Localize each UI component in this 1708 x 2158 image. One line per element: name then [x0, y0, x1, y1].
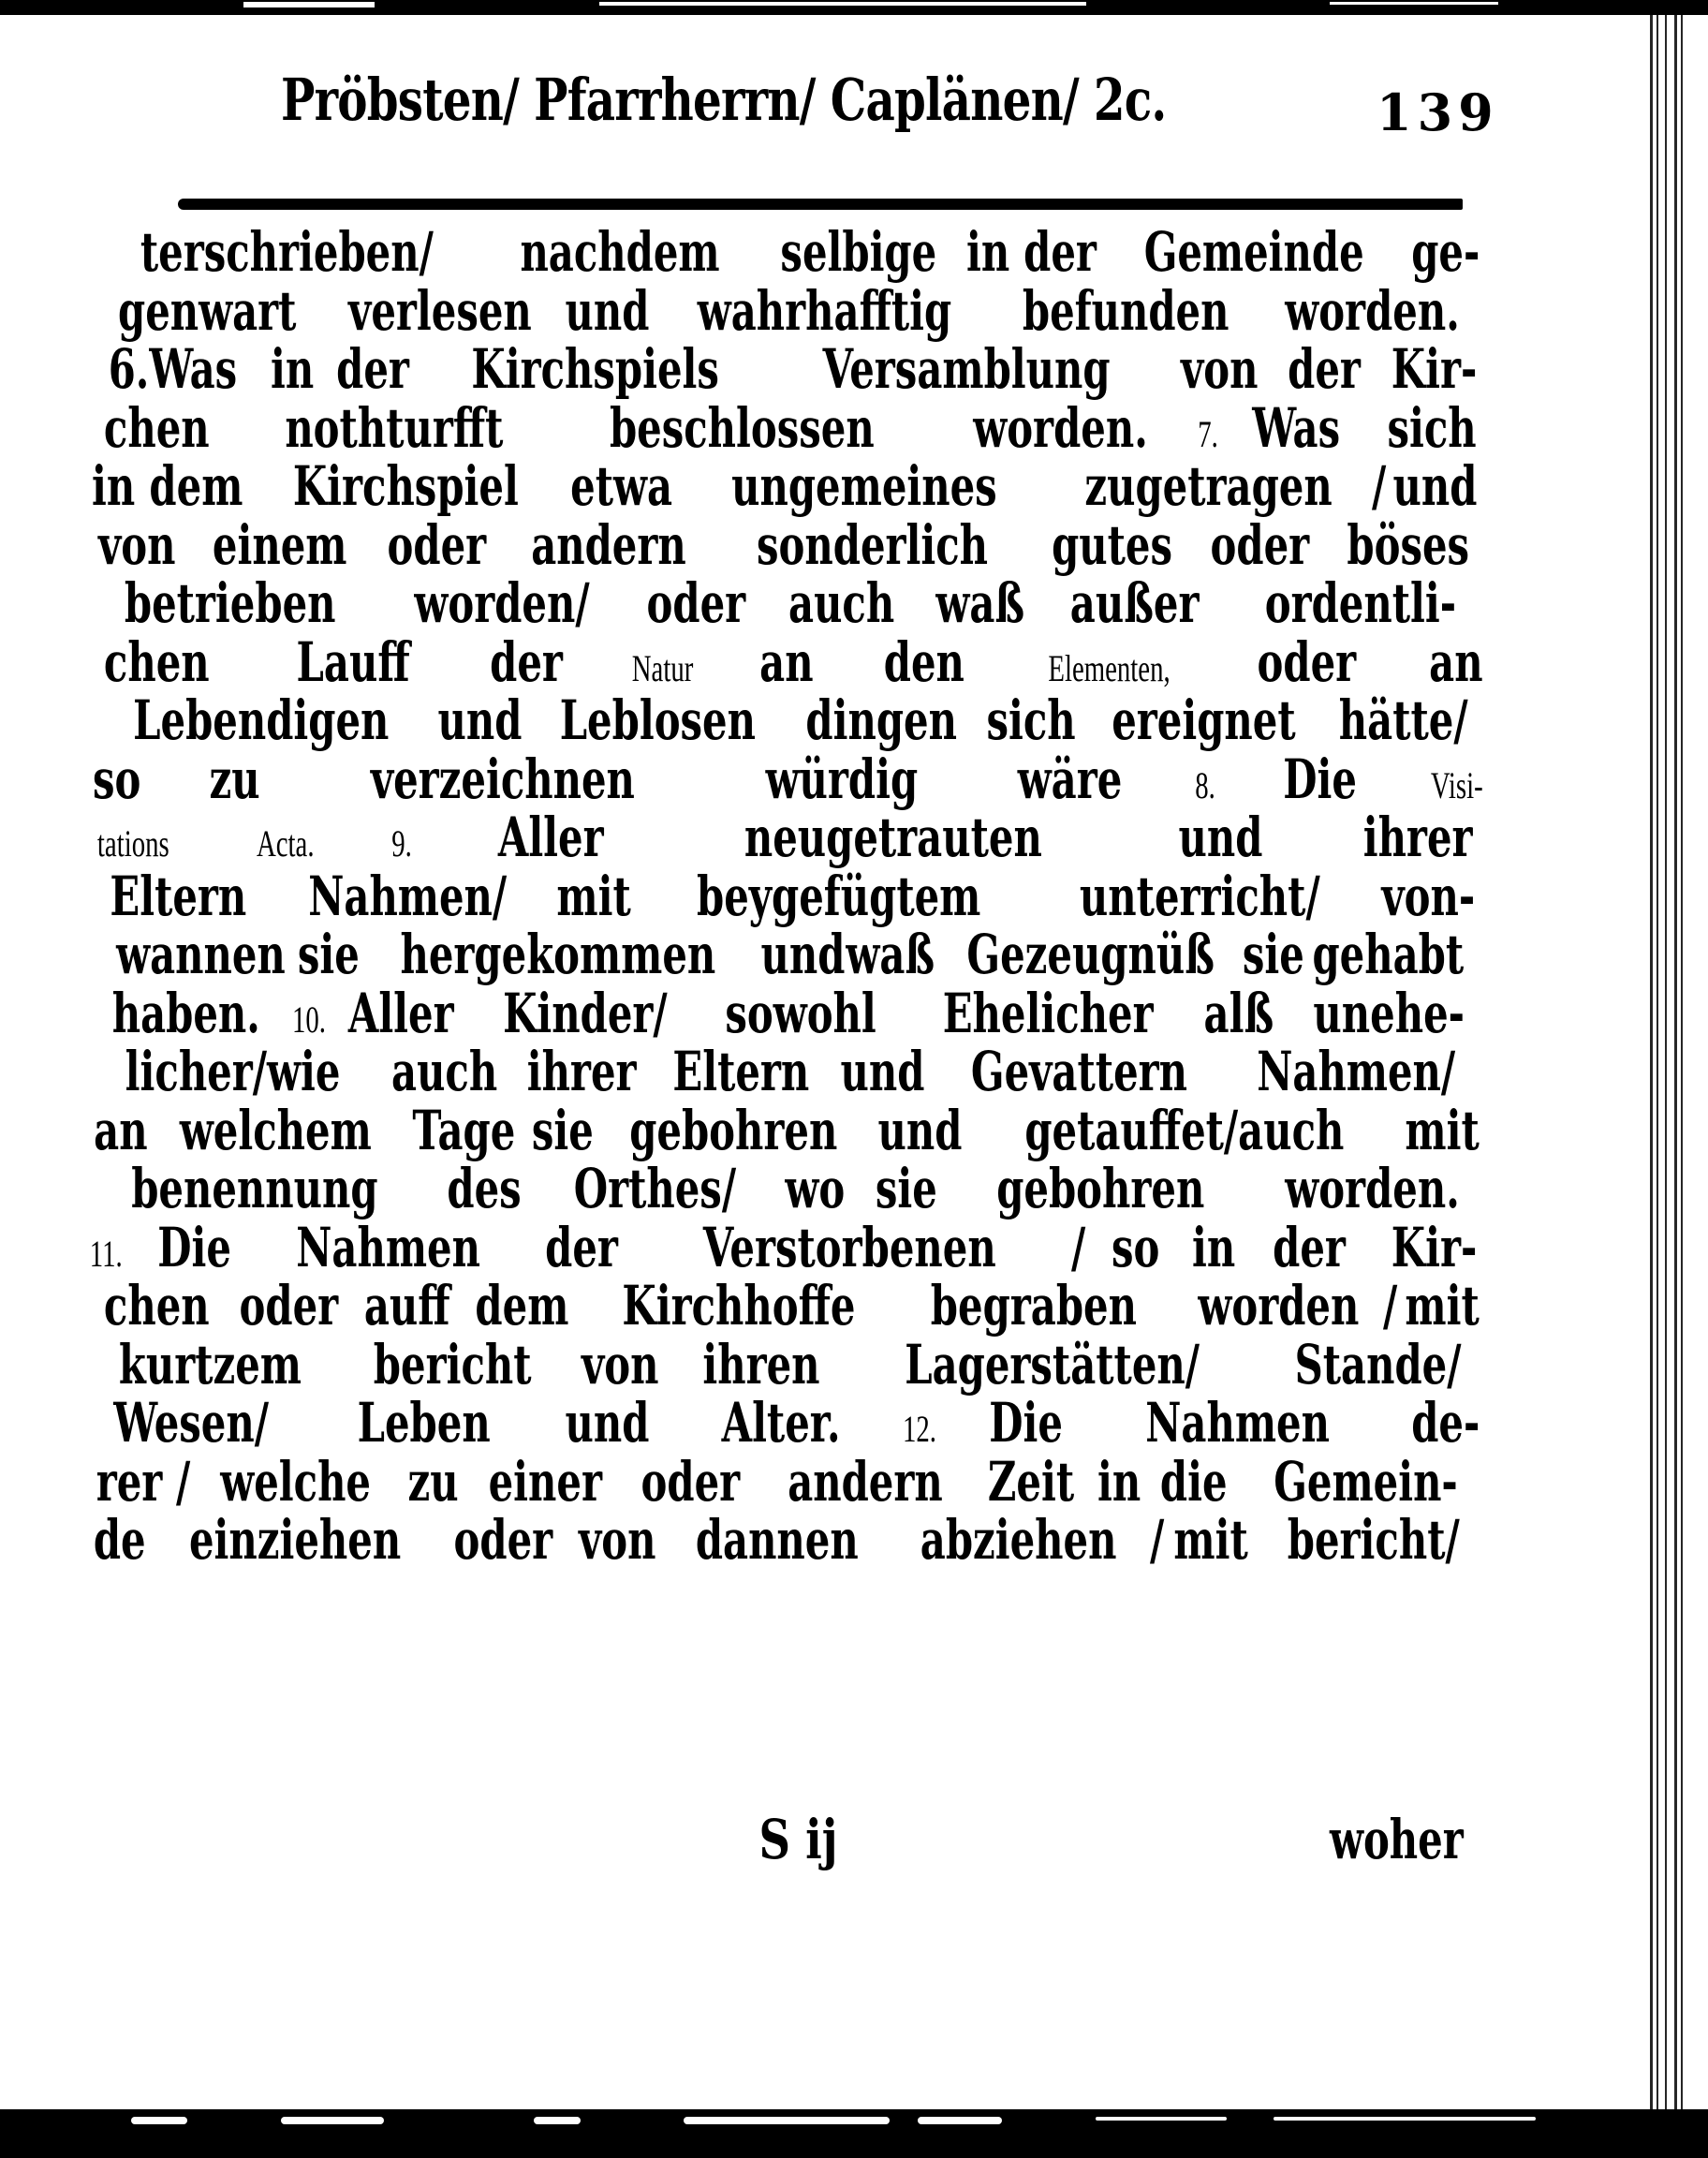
word: einziehen [189, 1508, 402, 1572]
word: getauffet/auch [1024, 1098, 1345, 1162]
word: auff [363, 1274, 450, 1338]
word: wo [785, 1157, 846, 1220]
word: andern [530, 512, 686, 577]
word: an [94, 1098, 148, 1162]
word: Leblosen [559, 688, 756, 752]
word: mit [1173, 1508, 1248, 1572]
word: / [175, 1449, 191, 1514]
word: waß [845, 923, 935, 986]
word: worden. [1285, 1157, 1460, 1220]
word: von- [1381, 864, 1476, 928]
text-line [96, 1449, 1466, 1514]
word: ordentli- [1264, 571, 1457, 635]
word: gebohren [629, 1098, 838, 1162]
word: Stande/ [1294, 1332, 1462, 1397]
text-line [103, 395, 1477, 460]
word: benennung [131, 1157, 378, 1220]
word: Lebendigen [133, 688, 390, 752]
word: 12. [902, 1408, 936, 1450]
word: chen [103, 395, 210, 460]
header-rule [178, 199, 1463, 210]
word: sie [297, 923, 360, 986]
word: hätte/ [1339, 688, 1469, 752]
word: rer [96, 1449, 163, 1514]
word: Kir- [1391, 337, 1478, 401]
word: auch [788, 571, 895, 635]
word: wahrhafftig [697, 278, 951, 343]
word: Versamblung [822, 337, 1111, 401]
word: außer [1069, 571, 1200, 635]
word: der [544, 1215, 618, 1279]
text-line [93, 746, 1484, 811]
word: oder [1257, 629, 1356, 694]
word: den [883, 629, 964, 694]
word: befunden [1022, 278, 1229, 343]
word: der [1288, 337, 1361, 401]
text-line [103, 1274, 1480, 1338]
word: ihren [701, 1332, 820, 1397]
word: so [1112, 1215, 1160, 1279]
word: kurtzem [118, 1332, 302, 1397]
scan-noise [281, 2117, 384, 2124]
word: beygefügtem [697, 864, 981, 928]
text-line [110, 925, 1466, 984]
word: und [1178, 806, 1263, 869]
word: sonderlich [756, 512, 988, 577]
word: worden. [972, 395, 1148, 460]
word: von [1181, 337, 1259, 401]
scan-noise [1096, 2117, 1227, 2121]
word: und [565, 278, 650, 343]
word: Kirchspiels [471, 337, 719, 401]
word: Wesen/ [113, 1391, 270, 1455]
word: bericht/ [1288, 1508, 1461, 1572]
text-line [110, 278, 1466, 343]
text-line [110, 1391, 1480, 1455]
word: selbige [780, 220, 937, 284]
word: der [489, 629, 563, 694]
word: welchem [179, 1098, 372, 1162]
word: und [760, 923, 845, 986]
word: 7. [1198, 412, 1219, 455]
word: andern [788, 1449, 943, 1514]
word: einer [488, 1449, 602, 1514]
word: wäre [1017, 746, 1122, 811]
word: mit [1405, 1274, 1480, 1338]
word: der [336, 337, 409, 401]
word: verlesen [348, 278, 532, 343]
word: gehabt [1312, 923, 1465, 986]
text-line [110, 864, 1476, 928]
page-number: 139 [1377, 82, 1499, 142]
word: 9. [391, 822, 412, 865]
word: sowohl [725, 981, 876, 1045]
text-line [96, 806, 1473, 869]
word: genwart [118, 278, 297, 343]
word: von [98, 512, 176, 577]
word: Die [1283, 746, 1358, 811]
word: Gezeugnüß [966, 923, 1215, 986]
word: in [270, 337, 315, 401]
word: Eltern [672, 1040, 810, 1103]
word: Kirchspiel [293, 454, 520, 518]
word: hergekommen [400, 923, 716, 986]
word: verzeichnen [371, 746, 636, 811]
word: unterricht/ [1080, 864, 1320, 928]
word: von [582, 1332, 659, 1397]
word: sich [1387, 395, 1477, 460]
word: 8. [1195, 763, 1216, 806]
word: Kir- [1391, 1215, 1478, 1279]
word: Leben [357, 1391, 491, 1455]
word: / [1383, 1274, 1398, 1338]
word: welche [220, 1449, 371, 1514]
word: ihrer [526, 1040, 637, 1103]
word: Gemeinde [1144, 220, 1365, 284]
scan-right-margin [1687, 15, 1708, 2113]
word: Nahmen/ [1256, 1040, 1455, 1103]
word: Visi- [1431, 763, 1484, 806]
word: de [93, 1508, 146, 1572]
word: nachdem [520, 220, 720, 284]
word: an [759, 629, 814, 694]
word: 11. [89, 1232, 123, 1275]
word: an [1429, 629, 1483, 694]
word: dem [475, 1274, 569, 1338]
word: dem [149, 454, 243, 518]
word: ihrer [1362, 806, 1473, 869]
word: würdig [765, 746, 919, 811]
footer-row [0, 1808, 1650, 1883]
text-line [110, 1332, 1466, 1397]
text-line [94, 1098, 1480, 1162]
word: Nahmen [296, 1215, 480, 1279]
scan-noise [131, 2117, 187, 2124]
word: und [565, 1391, 650, 1455]
word: Lauff [296, 629, 410, 694]
word: Kirchhoffe [622, 1274, 856, 1338]
word: de- [1411, 1391, 1480, 1455]
word: ungemeines [731, 454, 998, 518]
word: zugetragen [1084, 454, 1333, 518]
word: Verstorbenen [703, 1215, 997, 1279]
word: alß [1203, 981, 1274, 1045]
word: 10. [291, 998, 326, 1041]
word: in [966, 220, 1010, 284]
word: ge- [1411, 220, 1480, 284]
word: nothturfft [285, 395, 504, 460]
word: 6.Was [108, 337, 238, 401]
word: in [1192, 1215, 1236, 1279]
word: Gevattern [971, 1040, 1188, 1103]
word: Natur [632, 646, 694, 689]
word: unehe- [1312, 981, 1465, 1045]
word: sie [1242, 923, 1304, 986]
word: bericht [373, 1332, 532, 1397]
word: und [1392, 454, 1478, 518]
word: betrieben [124, 571, 336, 635]
word: Die [989, 1391, 1064, 1455]
word: neugetrauten [744, 806, 1043, 869]
word: sie [531, 1098, 594, 1162]
word: worden/ [414, 571, 590, 635]
word: begraben [930, 1274, 1137, 1338]
word: oder [646, 571, 745, 635]
word: Alter. [721, 1391, 841, 1455]
word: mit [556, 864, 631, 928]
word: zu [209, 746, 260, 811]
word: Acta. [257, 822, 315, 865]
word: Orthes/ [573, 1157, 736, 1220]
word: des [447, 1157, 522, 1220]
word: Kinder/ [503, 981, 668, 1045]
word: / [1070, 1215, 1085, 1279]
word: Zeit [987, 1449, 1074, 1514]
scan-noise [684, 2117, 890, 2124]
word: mit [1405, 1098, 1480, 1162]
body-text [89, 220, 1484, 1572]
catchword: woher [1330, 1808, 1464, 1871]
word: Die [157, 1215, 232, 1279]
text-line [103, 629, 1483, 694]
word: terschrieben/ [140, 220, 434, 284]
text-line [110, 220, 1480, 284]
word: böses [1347, 512, 1470, 577]
text-line [110, 1157, 1466, 1220]
word: Eltern [110, 864, 247, 928]
word: oder [387, 512, 487, 577]
word: dannen [695, 1508, 859, 1572]
word: haben. [111, 981, 260, 1045]
word: zu [407, 1449, 459, 1514]
text-line [93, 1508, 1466, 1572]
word: Elementen, [1047, 646, 1171, 689]
word: und [877, 1098, 963, 1162]
word: auch [390, 1040, 497, 1103]
word: Lagerstätten/ [905, 1332, 1200, 1397]
word: so [93, 746, 141, 811]
signature-mark: S ij [758, 1808, 838, 1871]
word: worden. [1285, 278, 1460, 343]
word: von [579, 1508, 656, 1572]
word: chen [103, 629, 210, 694]
word: Ehelicher [942, 981, 1154, 1045]
word: Aller [498, 806, 605, 869]
word: ereignet [1112, 688, 1296, 752]
word: Nahmen/ [308, 864, 508, 928]
word: die [1159, 1449, 1228, 1514]
word: Was [1252, 395, 1340, 460]
word: und [840, 1040, 925, 1103]
word: oder [453, 1508, 553, 1572]
scan-noise [534, 2117, 581, 2124]
scan-right-edge [1650, 15, 1687, 2113]
word: etwa [570, 454, 673, 518]
running-head: Pröbsten/ Pfarrherrn/ Caplänen/ 2c. [281, 66, 1167, 134]
text-line [89, 1215, 1478, 1279]
scan-noise [918, 2117, 1002, 2124]
word: oder [239, 1274, 339, 1338]
text-line [108, 337, 1478, 401]
word: Gemein- [1274, 1449, 1458, 1514]
word: in [92, 454, 136, 518]
word: und [437, 688, 523, 752]
word: Nahmen [1145, 1391, 1331, 1455]
word: wannen [116, 923, 286, 986]
word: in [1097, 1449, 1141, 1514]
scan-bottom-border [0, 2109, 1708, 2158]
scan-noise [1274, 2117, 1536, 2121]
word: abziehen [920, 1508, 1117, 1572]
word: Tage [412, 1098, 516, 1162]
word: / [1149, 1508, 1164, 1572]
text-line [110, 688, 1469, 752]
word: der [1273, 1215, 1347, 1279]
word: einem [212, 512, 347, 577]
word: sich [986, 688, 1076, 752]
word: licher/wie [125, 1040, 341, 1103]
word: Aller [348, 981, 455, 1045]
word: oder [1210, 512, 1309, 577]
text-line [110, 981, 1466, 1045]
word: gebohren [995, 1157, 1204, 1220]
word: gutes [1051, 512, 1172, 577]
text-line [110, 571, 1466, 635]
word: oder [640, 1449, 741, 1514]
text-line [110, 1042, 1466, 1101]
word: tations [96, 822, 169, 865]
word: waß [935, 571, 1025, 635]
word: sie [875, 1157, 937, 1220]
word: chen [103, 1274, 210, 1338]
word: worden [1198, 1274, 1360, 1338]
word: dingen [805, 688, 958, 752]
word: der [1023, 220, 1097, 284]
word: beschlossen [610, 395, 876, 460]
text-line [98, 512, 1470, 577]
text-line [92, 454, 1478, 518]
word: / [1371, 454, 1386, 518]
